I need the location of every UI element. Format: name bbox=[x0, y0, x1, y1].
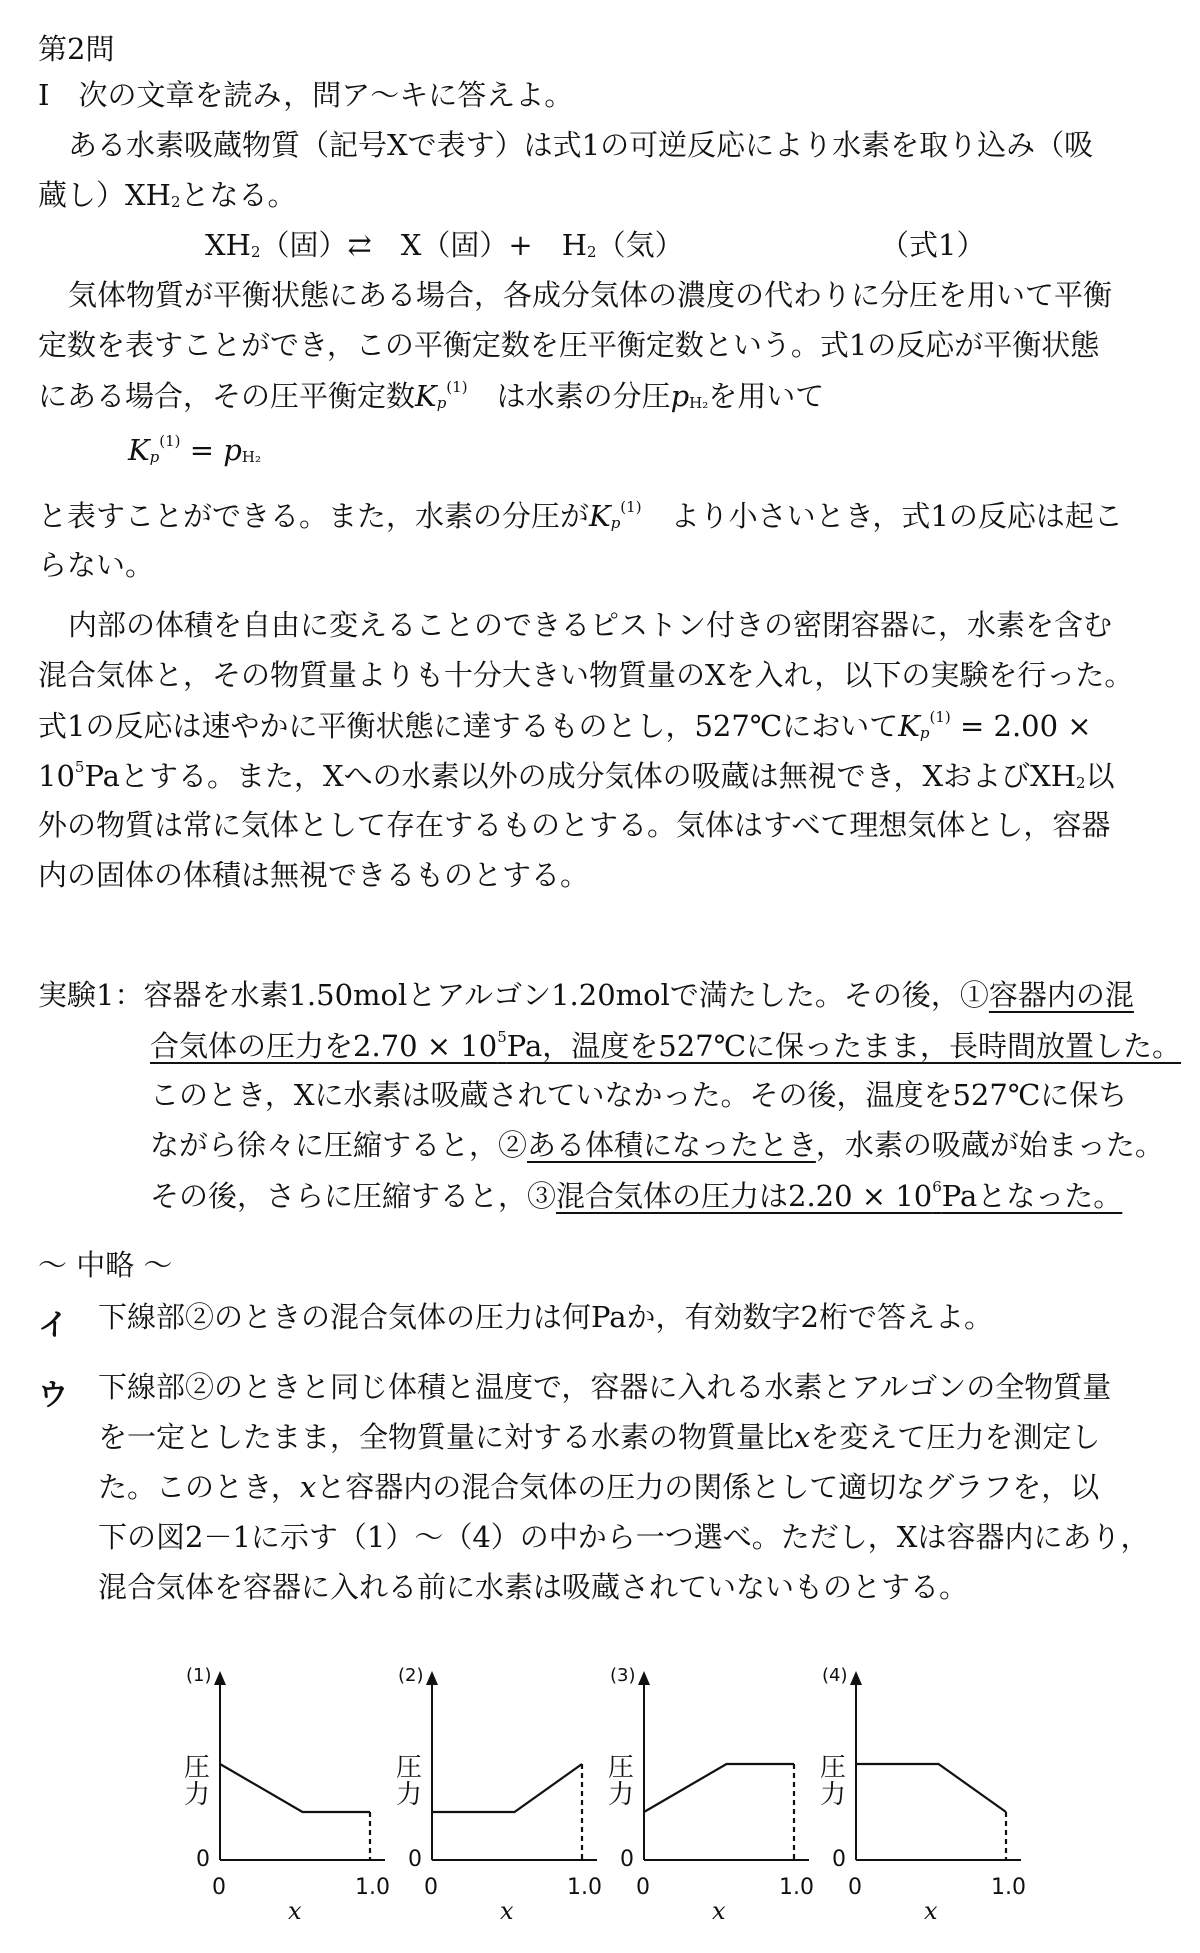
intro-line-5: にある場合，その圧平衡定数Kp$^{(1)}$ は水素の分圧pH₂を用いて bbox=[38, 378, 825, 413]
y-origin-label: 0 bbox=[408, 1847, 422, 1872]
y-axis-arrow bbox=[426, 1671, 438, 1685]
y-axis-arrow bbox=[638, 1671, 650, 1685]
x-axis-label: x bbox=[712, 1897, 726, 1925]
problem-number: 第2問 bbox=[38, 32, 115, 66]
question-i-label: イ bbox=[38, 1308, 68, 1343]
x-axis-label: x bbox=[924, 1897, 938, 1925]
graph-plot bbox=[180, 1655, 410, 1945]
question-u-line-2: を一定としたまま，全物質量に対する水素の物質量比xを変えて圧力を測定し bbox=[98, 1420, 1101, 1454]
experiment-line-5: その後，さらに圧縮すると，③混合気体の圧力は$2.20 \times 10^6Pa$となった。 bbox=[150, 1178, 1123, 1213]
x-origin-label: 0 bbox=[636, 1875, 650, 1900]
para2-line-2: 混合気体と，その物質量よりも十分大きい物質量のXを入れ，以下の実験を行った。 bbox=[38, 658, 1134, 692]
graph-1 bbox=[180, 1655, 410, 1945]
pressure-curve bbox=[856, 1764, 1006, 1812]
experiment-line-4: ながら徐々に圧縮すると，②ある体積になったとき，水素の吸蔵が始まった。 bbox=[150, 1128, 1164, 1162]
intro-line-3: 気体物質が平衡状態にある場合，各成分気体の濃度の代わりに分圧を用いて平衡 bbox=[68, 278, 1113, 312]
x-max-label: 1.0 bbox=[355, 1875, 390, 1900]
graph-label: (1) bbox=[186, 1665, 212, 1686]
y-origin-label: 0 bbox=[196, 1847, 210, 1872]
para2-line-6: 内の固体の体積は無視できるものとする。 bbox=[38, 858, 590, 892]
question-u-line-4: 下の図2－1に示す（1）～（4）の中から一つ選べ。ただし，Xは容器内にあり， bbox=[98, 1520, 1150, 1554]
graph-plot bbox=[816, 1655, 1046, 1945]
x-origin-label: 0 bbox=[424, 1875, 438, 1900]
question-u-line-1: 下線部②のときと同じ体積と温度で，容器に入れる水素とアルゴンの全物質量 bbox=[98, 1370, 1112, 1404]
y-axis-arrow bbox=[850, 1671, 862, 1685]
reaction-equation: XH2（固）⇄ X（固）+ H2（気） bbox=[205, 228, 684, 262]
para2-line-3: 式1の反応は速やかに平衡状態に達するものとし，527℃においてKp$^{(1)}$ = 2.00 × bbox=[38, 708, 1092, 743]
y-axis-label: 圧 力 bbox=[607, 1753, 634, 1811]
experiment-line-2: 合気体の圧力を$2.70 \times 10^5Pa$，温度を527℃に保ったまま，長時間放置した。 bbox=[150, 1028, 1182, 1063]
graph-plot bbox=[392, 1655, 622, 1945]
graph-label: (2) bbox=[398, 1665, 424, 1686]
omitted-marker: ～ 中略 ～ bbox=[38, 1248, 173, 1282]
experiment-line-3: このとき，Xに水素は吸蔵されていなかった。その後，温度を527℃に保ち bbox=[150, 1078, 1128, 1112]
graph-label: (4) bbox=[822, 1665, 848, 1686]
intro-line-4: 定数を表すことができ，この平衡定数を圧平衡定数という。式1の反応が平衡状態 bbox=[38, 328, 1100, 362]
graph-2 bbox=[392, 1655, 622, 1945]
graph-3 bbox=[604, 1655, 834, 1945]
y-axis-arrow bbox=[214, 1671, 226, 1685]
pressure-curve bbox=[644, 1764, 794, 1812]
para2-line-4: $10^5Pa$とする。また，Xへの水素以外の成分気体の吸蔵は無視でき，XおよびXH2以 bbox=[38, 758, 1115, 793]
experiment-line-1: 実験1：容器を水素1.50molとアルゴン1.20molで満たした。その後，①容器内の混 bbox=[38, 978, 1134, 1012]
intro-line-7: らない。 bbox=[38, 548, 155, 582]
y-origin-label: 0 bbox=[832, 1847, 846, 1872]
x-axis-label: x bbox=[288, 1897, 302, 1925]
question-i-text: 下線部②のときの混合気体の圧力は何Paか，有効数字2桁で答えよ。 bbox=[98, 1300, 993, 1334]
question-u-line-5: 混合気体を容器に入れる前に水素は吸蔵されていないものとする。 bbox=[98, 1570, 969, 1604]
graph-plot bbox=[604, 1655, 834, 1945]
x-max-label: 1.0 bbox=[567, 1875, 602, 1900]
question-u-line-3: た。このとき，xと容器内の混合気体の圧力の関係として適切なグラフを，以 bbox=[98, 1470, 1100, 1504]
x-max-label: 1.0 bbox=[991, 1875, 1026, 1900]
pressure-curve bbox=[220, 1764, 370, 1812]
question-u-label: ウ bbox=[38, 1378, 68, 1413]
y-origin-label: 0 bbox=[620, 1847, 634, 1872]
equation-label: （式1） bbox=[880, 228, 986, 262]
x-axis-label: x bbox=[500, 1897, 514, 1925]
y-axis-label: 圧 力 bbox=[183, 1753, 210, 1811]
x-origin-label: 0 bbox=[848, 1875, 862, 1900]
x-origin-label: 0 bbox=[212, 1875, 226, 1900]
y-axis-label: 圧 力 bbox=[819, 1753, 846, 1811]
intro-line-6: と表すことができる。また，水素の分圧がKp$^{(1)}$ より小さいとき，式1の反応は起こ bbox=[38, 498, 1123, 533]
intro-line-1: ある水素吸蔵物質（記号Xで表す）は式1の可逆反応により水素を取り込み（吸 bbox=[68, 128, 1094, 162]
pressure-curve bbox=[432, 1764, 582, 1812]
para2-line-5: 外の物質は常に気体として存在するものとする。気体はすべて理想気体とし，容器 bbox=[38, 808, 1111, 842]
para2-line-1: 内部の体積を自由に変えることのできるピストン付きの密閉容器に，水素を含む bbox=[68, 608, 1113, 642]
graph-4 bbox=[816, 1655, 1046, 1945]
kp-equation: Kp$^{(1)}$ = pH₂ bbox=[128, 432, 261, 467]
part-heading: Ⅰ 次の文章を読み，問ア～キに答えよ。 bbox=[38, 78, 574, 112]
y-axis-label: 圧 力 bbox=[395, 1753, 422, 1811]
graph-label: (3) bbox=[610, 1665, 636, 1686]
intro-line-2: 蔵し）XH2となる。 bbox=[38, 178, 297, 212]
x-max-label: 1.0 bbox=[779, 1875, 814, 1900]
